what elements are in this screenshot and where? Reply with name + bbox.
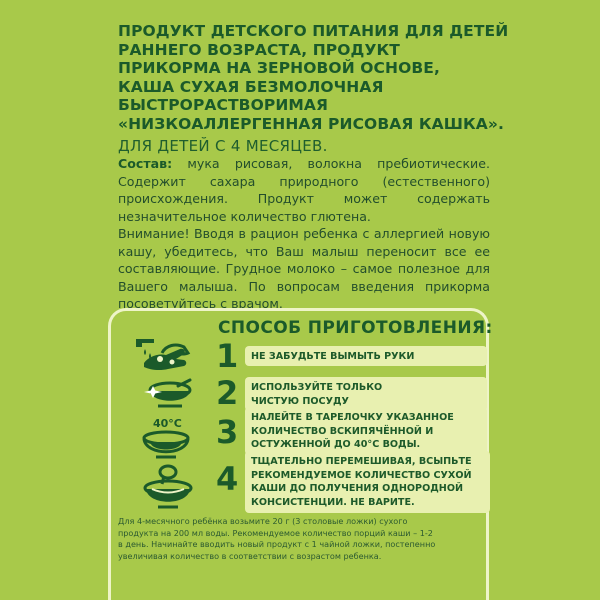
title-line: КАША СУХАЯ БЕЗМОЛОЧНАЯ — [118, 77, 384, 96]
step-text-box — [245, 407, 487, 455]
step-line: ТЩАТЕЛЬНО ПЕРЕМЕШИВАЯ, ВСЫПЬТЕ — [251, 456, 472, 467]
serving-footnote — [118, 516, 488, 562]
step-number: 2 — [216, 374, 239, 412]
step-number: 1 — [216, 337, 239, 375]
step-number: 4 — [216, 460, 239, 498]
step-line: ОСТУЖЕННОЙ ДО 40°С ВОДЫ. — [251, 439, 421, 450]
step-line: РЕКОМЕНДУЕМОЕ КОЛИЧЕСТВО СУХОЙ — [251, 469, 472, 481]
step-line: КОНСИСТЕНЦИИ. НЕ ВАРИТЕ. — [251, 496, 415, 508]
step-text-box — [245, 451, 490, 513]
title-line: ПРИКОРМА НА ЗЕРНОВОЙ ОСНОВЕ, — [118, 59, 440, 77]
product-title — [118, 22, 588, 133]
title-line: ПРОДУКТ ДЕТСКОГО ПИТАНИЯ ДЛЯ ДЕТЕЙ — [118, 22, 509, 40]
step-line: НЕ ЗАБУДЬТЕ ВЫМЫТЬ РУКИ — [251, 351, 415, 362]
composition-paragraph — [118, 155, 490, 225]
step-text-box — [245, 377, 487, 411]
composition-text: мука рисовая, волокна пребиотические. Содержит сахара природного (естественного) происхождения. Продукт может содержать незначительное количество глютена. — [118, 156, 490, 224]
step-line: КАШИ ДО ПОЛУЧЕНИЯ ОДНОРОДНОЙ — [251, 483, 463, 494]
bowl-water-icon — [140, 430, 192, 460]
step-number: 3 — [216, 413, 239, 451]
method-title: СПОСОБ ПРИГОТОВЛЕНИЯ: — [218, 318, 493, 338]
step-line: ИСПОЛЬЗУЙТЕ ТОЛЬКО — [251, 382, 383, 393]
composition-label: Состав: — [118, 156, 173, 171]
footnote-line: в день. Начинайте вводить новый продукт с 1 чайной ложки, постепенно — [118, 539, 436, 549]
step-line: НАЛЕЙТЕ В ТАРЕЛОЧКУ УКАЗАННОЕ — [251, 412, 454, 423]
footnote-line: увеличивая количество в соответствии с возрастом ребенка. — [118, 550, 382, 561]
title-line: «НИЗКОАЛЛЕРГЕННАЯ РИСОВАЯ КАШКА». — [118, 114, 504, 133]
clean-dish-icon — [142, 376, 194, 412]
temperature-label: 40°C — [153, 417, 182, 430]
title-line: РАННЕГО ВОЗРАСТА, ПРОДУКТ — [118, 40, 400, 59]
warning-paragraph: Внимание! Вводя в рацион ребенка с аллергией новую кашу, убедитесь, что Ваш малыш переносит все ее составляющие. Грудное молоко – самое полезное для Вашего малыша. По вопросам введения прикорма посоветуйтесь с врачом. — [118, 226, 490, 311]
age-label: ДЛЯ ДЕТЕЙ С 4 МЕСЯЦЕВ. — [118, 137, 328, 155]
step-line: КОЛИЧЕСТВО ВСКИПЯЧЁННОЙ И — [251, 425, 434, 437]
hand-washing-icon — [132, 333, 192, 375]
step-line: ЧИСТУЮ ПОСУДУ — [251, 395, 349, 407]
step-text-box — [245, 346, 487, 366]
porridge-bowl-icon — [140, 462, 196, 510]
title-line: БЫСТРОРАСТВОРИМАЯ — [118, 96, 329, 114]
description-block — [118, 155, 490, 313]
footnote-line: Для 4-месячного ребёнка возьмите 20 г (3 столовые ложки) сухого — [118, 516, 408, 526]
footnote-line: продукта на 200 мл воды. Рекомендуемое количество порций каши – 1-2 — [118, 527, 433, 538]
